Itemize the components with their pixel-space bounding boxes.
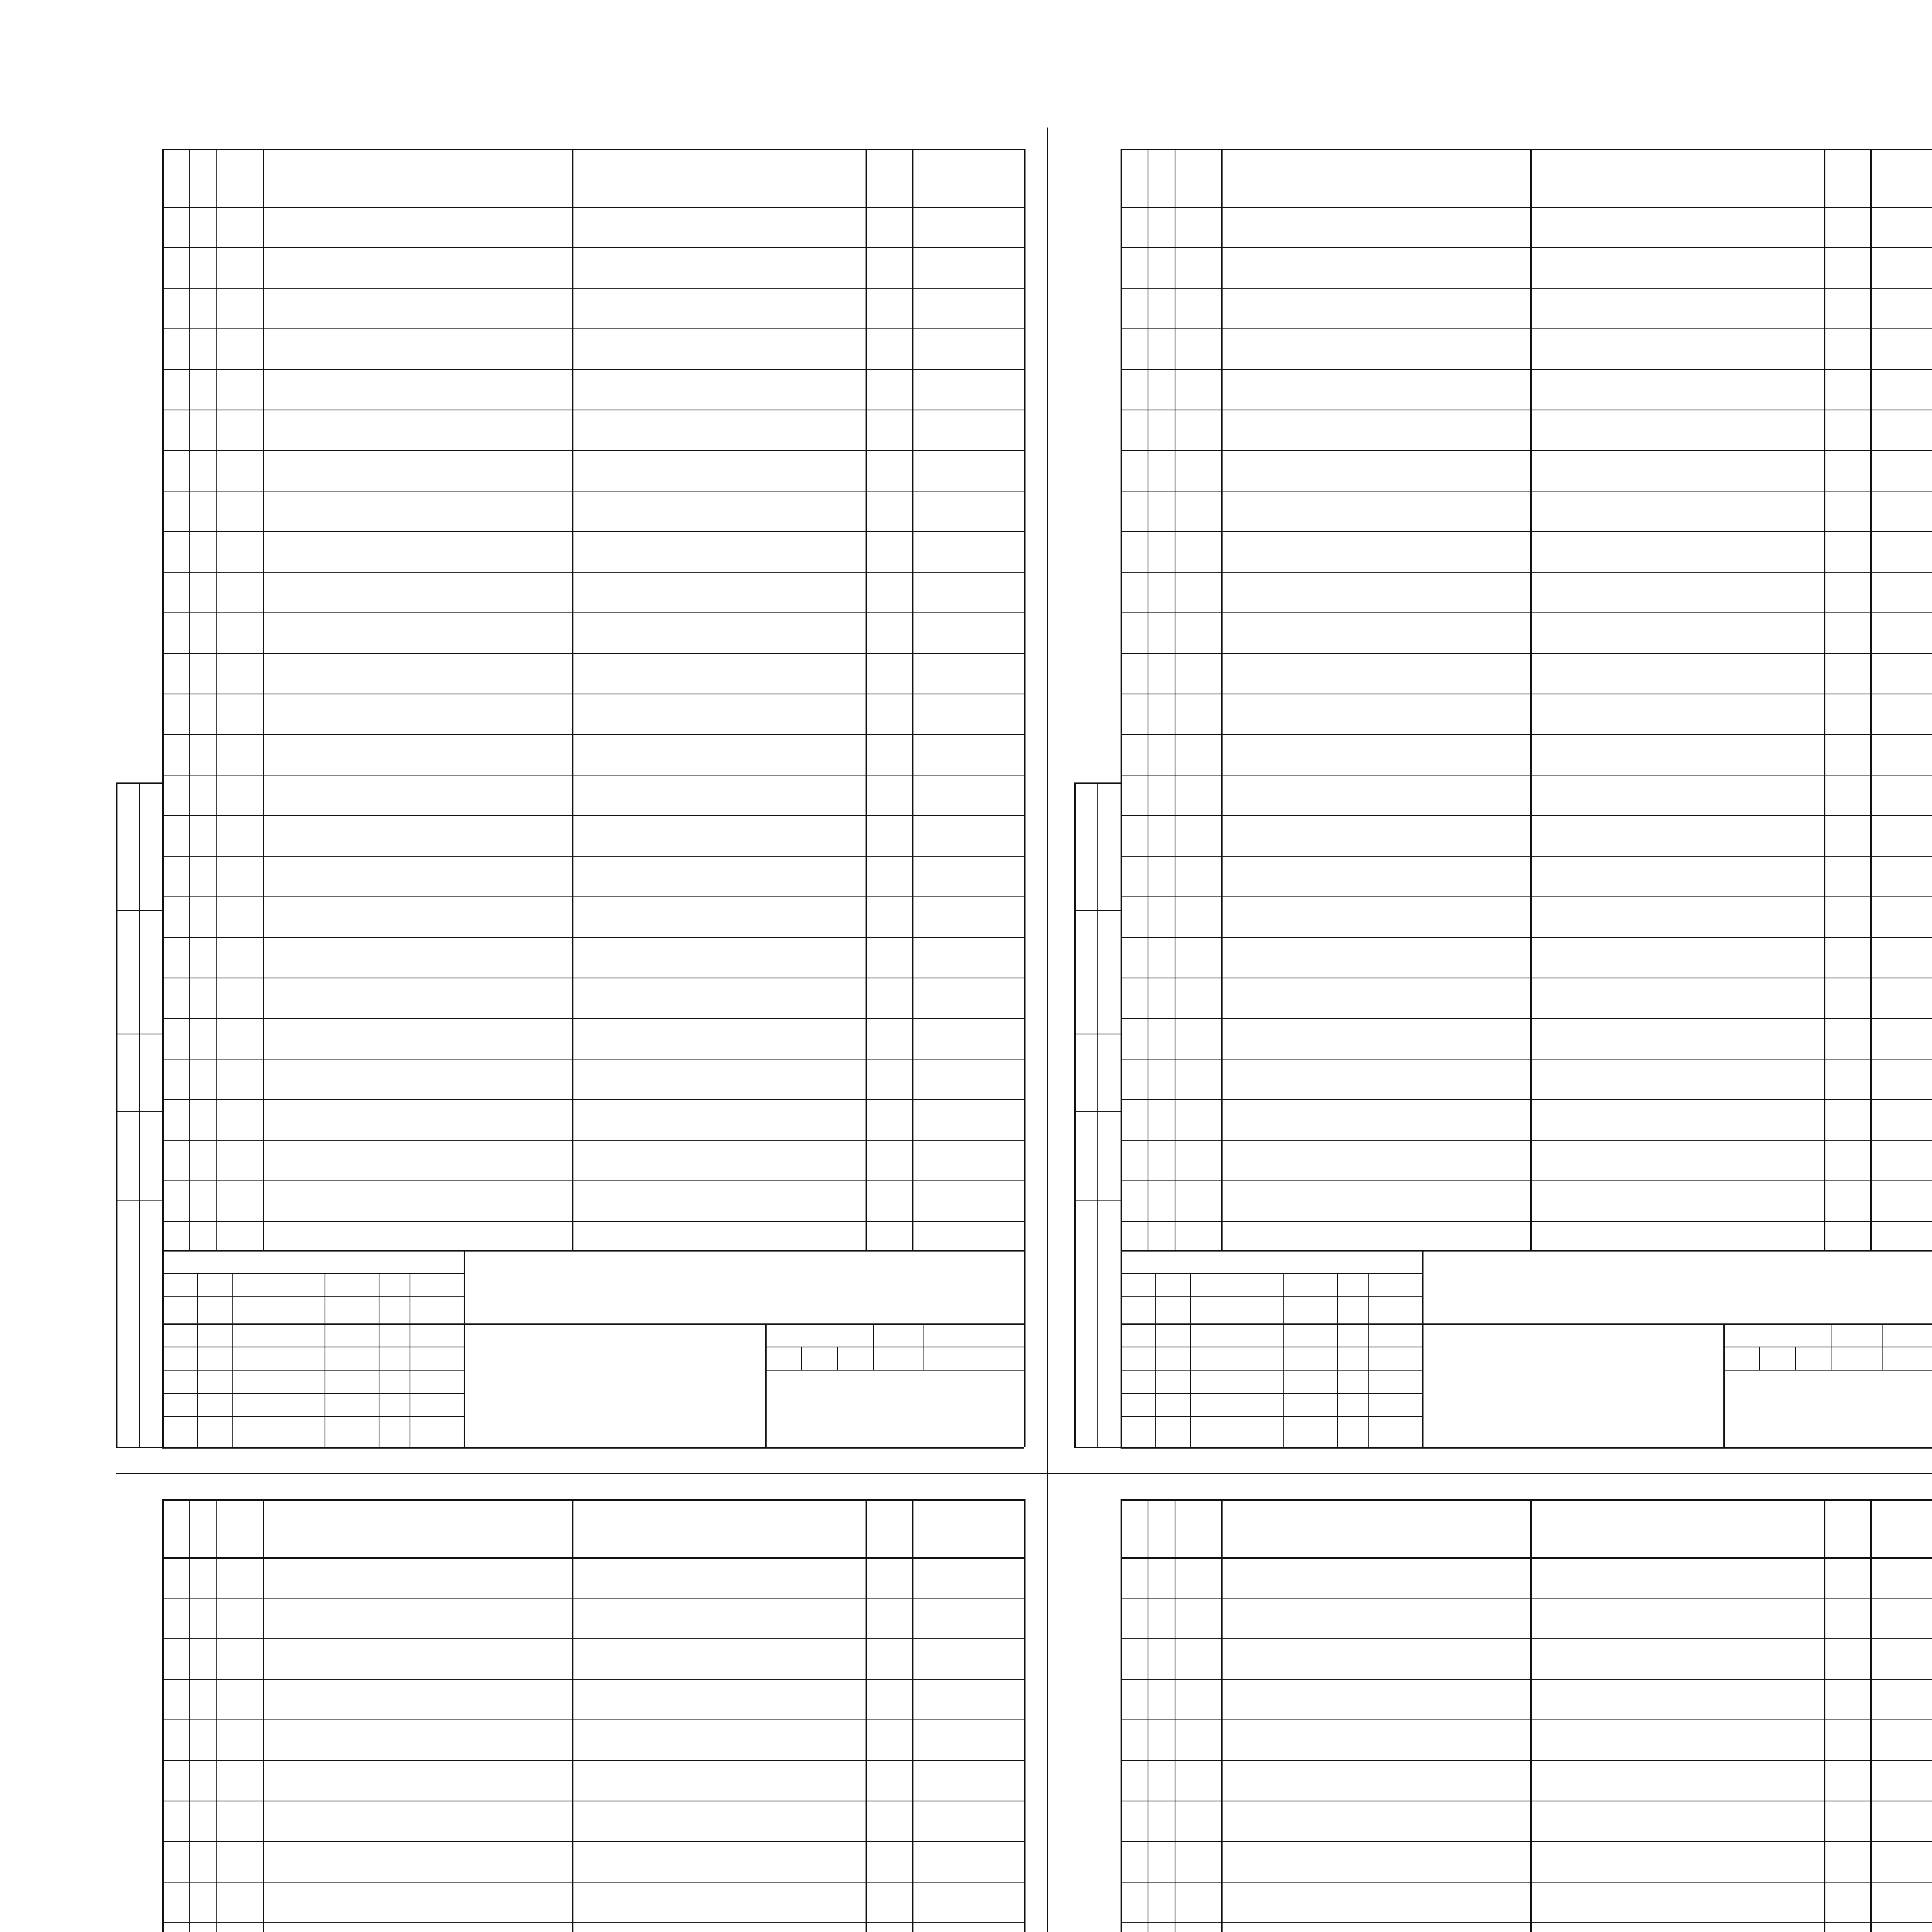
rule-line: [139, 782, 140, 1447]
rule-line: [216, 149, 217, 1250]
rule-line: [162, 1180, 1024, 1181]
rule-line: [162, 1679, 1024, 1680]
rule-line: [162, 815, 1024, 816]
spec-sheet-1: [162, 149, 1024, 1447]
rule-line: [1097, 782, 1098, 1447]
rule-line: [1422, 1250, 1423, 1447]
rule-line: [1121, 1719, 1932, 1720]
rule-line: [1121, 572, 1932, 573]
rule-line: [1121, 149, 1932, 150]
rule-line: [162, 247, 1024, 248]
rule-line: [1121, 856, 1932, 857]
rule-line: [1121, 149, 1122, 1447]
rule-line: [1074, 782, 1076, 1447]
rule-line: [162, 1416, 464, 1417]
rule-line: [189, 1499, 190, 1932]
rule-line: [464, 1250, 465, 1447]
rule-line: [162, 572, 1024, 573]
rule-line: [189, 149, 190, 1250]
rule-line: [162, 612, 1024, 613]
rule-line: [572, 149, 573, 1250]
rule-line: [1047, 128, 1048, 1932]
rule-line: [1759, 1347, 1760, 1370]
rule-line: [162, 1018, 1024, 1019]
rule-line: [162, 1638, 1024, 1639]
rule-line: [162, 1557, 1024, 1559]
rule-line: [162, 450, 1024, 451]
rule-line: [162, 1273, 164, 1447]
rule-line: [1530, 149, 1532, 1250]
rule-line: [1121, 653, 1932, 654]
rule-line: [801, 1347, 802, 1370]
rule-line: [263, 1499, 264, 1932]
rule-line: [1121, 1059, 1932, 1060]
rule-line: [837, 1347, 838, 1370]
rule-line: [866, 149, 867, 1250]
rule-line: [162, 1296, 464, 1297]
rule-line: [162, 937, 1024, 938]
rule-line: [162, 1370, 464, 1371]
rule-line: [1723, 1323, 1725, 1447]
rule-line: [1882, 1323, 1883, 1370]
rule-line: [1121, 1447, 1932, 1449]
rule-line: [912, 149, 913, 1250]
rule-line: [765, 1323, 767, 1447]
rule-line: [923, 1323, 924, 1370]
rule-line: [116, 1200, 162, 1201]
rule-line: [1121, 775, 1932, 776]
rule-line: [116, 782, 117, 1447]
rule-line: [572, 1499, 573, 1932]
rule-line: [1121, 1499, 1932, 1501]
rule-line: [1121, 1499, 1122, 1932]
rule-line: [162, 1499, 164, 1932]
rule-line: [162, 1323, 1024, 1325]
rule-line: [765, 1370, 1024, 1371]
rule-line: [162, 1273, 464, 1274]
rule-line: [1121, 1841, 1932, 1842]
rule-line: [1337, 1273, 1338, 1447]
rule-line: [1121, 1393, 1422, 1394]
rule-line: [1024, 149, 1026, 1447]
rule-line: [1221, 149, 1223, 1250]
rule-line: [162, 734, 1024, 735]
rule-line: [162, 1882, 1024, 1883]
rule-line: [1121, 734, 1932, 735]
rule-line: [162, 1760, 1024, 1761]
rule-line: [1121, 612, 1932, 613]
rule-line: [162, 1393, 464, 1394]
rule-line: [1824, 1499, 1825, 1932]
rule-line: [1121, 288, 1932, 289]
rule-line: [216, 1499, 217, 1932]
rule-line: [1121, 531, 1932, 532]
rule-line: [1121, 1180, 1932, 1181]
rule-line: [197, 1273, 198, 1447]
rule-line: [1121, 1323, 1932, 1325]
rule-line: [1121, 1760, 1932, 1761]
rule-line: [1074, 782, 1121, 783]
rule-line: [1121, 207, 1932, 208]
rule-line: [1870, 149, 1872, 1250]
rule-line: [1121, 1370, 1422, 1371]
spec-sheet-2: [1121, 149, 1932, 1447]
rule-line: [162, 1140, 1024, 1141]
rule-line: [1074, 1200, 1121, 1201]
rule-line: [162, 491, 1024, 492]
rule-line: [1795, 1347, 1796, 1370]
rule-line: [1121, 1273, 1422, 1274]
rule-line: [162, 1250, 1024, 1252]
rule-line: [116, 1473, 1932, 1474]
rule-line: [162, 653, 1024, 654]
rule-line: [1824, 149, 1825, 1250]
rule-line: [162, 1447, 1024, 1449]
rule-line: [1121, 1273, 1122, 1447]
rule-line: [116, 782, 162, 783]
rule-line: [1121, 1416, 1422, 1417]
rule-line: [1121, 1099, 1932, 1100]
rule-line: [232, 1273, 233, 1447]
rule-line: [263, 149, 264, 1250]
rule-line: [1155, 1273, 1156, 1447]
rule-line: [162, 1099, 1024, 1100]
rule-line: [162, 1059, 1024, 1060]
rule-line: [1121, 247, 1932, 248]
rule-line: [1121, 1296, 1422, 1297]
rule-line: [162, 856, 1024, 857]
rule-line: [162, 1221, 1024, 1222]
rule-line: [162, 207, 1024, 208]
rule-line: [1121, 815, 1932, 816]
rule-line: [1121, 1882, 1932, 1883]
rule-line: [1074, 1111, 1121, 1112]
rule-line: [1121, 491, 1932, 492]
rule-line: [162, 1841, 1024, 1842]
rule-line: [1121, 937, 1932, 938]
rule-line: [162, 149, 1024, 150]
rule-line: [1190, 1273, 1191, 1447]
rule-line: [1121, 1250, 1932, 1252]
rule-line: [116, 1447, 162, 1448]
rule-line: [912, 1499, 913, 1932]
rule-line: [162, 1719, 1024, 1720]
rule-line: [1121, 1638, 1932, 1639]
rule-line: [1121, 450, 1932, 451]
rule-line: [1870, 1499, 1872, 1932]
rule-line: [1121, 1140, 1932, 1141]
rule-line: [116, 910, 162, 911]
rule-line: [1121, 1679, 1932, 1680]
rule-line: [1121, 1557, 1932, 1559]
rule-line: [1074, 1447, 1121, 1448]
rule-line: [162, 1922, 1024, 1923]
rule-line: [866, 1499, 867, 1932]
rule-line: [162, 531, 1024, 532]
rule-line: [1368, 1273, 1369, 1447]
rule-line: [162, 1598, 1024, 1599]
rule-line: [1121, 328, 1932, 329]
rule-line: [162, 896, 1024, 897]
spec-sheet-3: [162, 1499, 1024, 1932]
side-margin-stamp: [116, 782, 162, 1447]
rule-line: [162, 775, 1024, 776]
rule-line: [1121, 1221, 1932, 1222]
rule-line: [162, 369, 1024, 370]
rule-line: [162, 288, 1024, 289]
side-margin-stamp: [1074, 782, 1121, 1447]
rule-line: [873, 1323, 874, 1370]
rule-line: [1121, 1018, 1932, 1019]
rule-line: [162, 149, 164, 1447]
rule-line: [1024, 1499, 1026, 1932]
rule-line: [116, 1111, 162, 1112]
rule-line: [162, 1499, 1024, 1501]
rule-line: [162, 328, 1024, 329]
rule-line: [1121, 1598, 1932, 1599]
spec-sheet-4: [1121, 1499, 1932, 1932]
rule-line: [1221, 1499, 1223, 1932]
rule-line: [1121, 1922, 1932, 1923]
rule-line: [1121, 896, 1932, 897]
rule-line: [1121, 369, 1932, 370]
rule-line: [1283, 1273, 1284, 1447]
rule-line: [1530, 1499, 1532, 1932]
rule-line: [1723, 1370, 1932, 1371]
rule-line: [1074, 910, 1121, 911]
